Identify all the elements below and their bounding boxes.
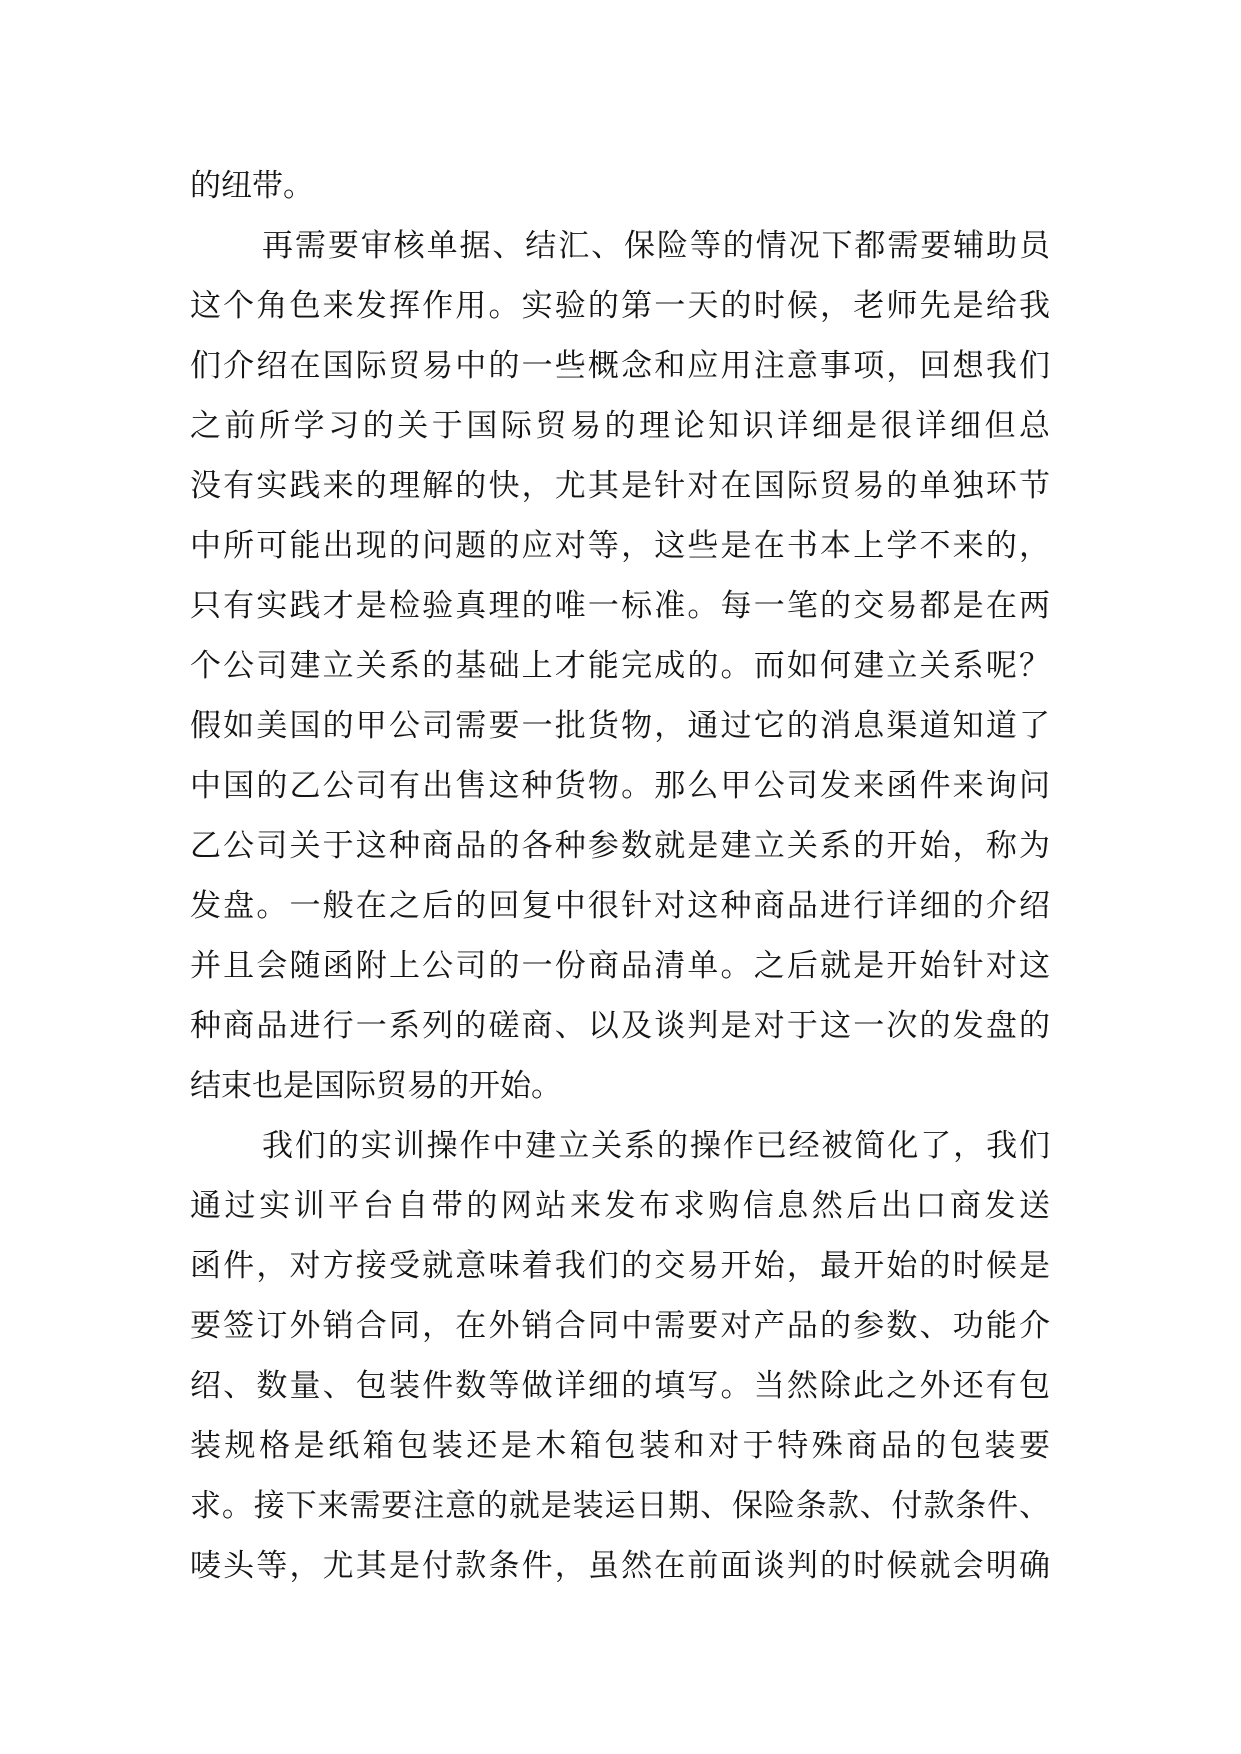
text-line: 乙公司关于这种商品的各种参数就是建立关系的开始，称为 (190, 828, 1050, 864)
text-line: 装规格是纸箱包装还是木箱包装和对于特殊商品的包装要 (190, 1428, 1050, 1464)
text-line: 要签订外销合同，在外销合同中需要对产品的参数、功能介 (190, 1308, 1050, 1344)
text-line: 绍、数量、包装件数等做详细的填写。当然除此之外还有包 (190, 1368, 1050, 1404)
text-line: 唛头等，尤其是付款条件，虽然在前面谈判的时候就会明确 (190, 1548, 1050, 1584)
text-line: 这个角色来发挥作用。实验的第一天的时候，老师先是给我 (190, 288, 1050, 324)
text-line: 中国的乙公司有出售这种货物。那么甲公司发来函件来询问 (190, 768, 1050, 804)
text-line: 我们的实训操作中建立关系的操作已经被简化了，我们 (262, 1128, 1050, 1164)
text-line: 求。接下来需要注意的就是装运日期、保险条款、付款条件、 (190, 1488, 1050, 1524)
text-line: 只有实践才是检验真理的唯一标准。每一笔的交易都是在两 (190, 588, 1050, 624)
text-line: 种商品进行一系列的磋商、以及谈判是对于这一次的发盘的 (190, 1008, 1050, 1044)
text-line: 函件，对方接受就意味着我们的交易开始，最开始的时候是 (190, 1248, 1050, 1284)
text-line: 中所可能出现的问题的应对等，这些是在书本上学不来的， (190, 528, 1050, 564)
text-line: 通过实训平台自带的网站来发布求购信息然后出口商发送 (190, 1188, 1050, 1224)
text-line: 们介绍在国际贸易中的一些概念和应用注意事项，回想我们 (190, 348, 1050, 384)
text-line: 结束也是国际贸易的开始。 (190, 1068, 562, 1104)
text-line: 的纽带。 (190, 168, 314, 204)
text-line: 没有实践来的理解的快，尤其是针对在国际贸易的单独环节 (190, 468, 1050, 504)
text-line: 再需要审核单据、结汇、保险等的情况下都需要辅助员 (262, 228, 1050, 264)
body-text (190, 156, 1050, 1596)
text-line: 之前所学习的关于国际贸易的理论知识详细是很详细但总 (190, 408, 1050, 444)
text-line: 并且会随函附上公司的一份商品清单。之后就是开始针对这 (190, 948, 1050, 984)
text-line: 假如美国的甲公司需要一批货物，通过它的消息渠道知道了 (190, 708, 1050, 744)
text-line: 发盘。一般在之后的回复中很针对这种商品进行详细的介绍 (190, 888, 1050, 924)
text-line: 个公司建立关系的基础上才能完成的。而如何建立关系呢？ (190, 648, 1050, 684)
